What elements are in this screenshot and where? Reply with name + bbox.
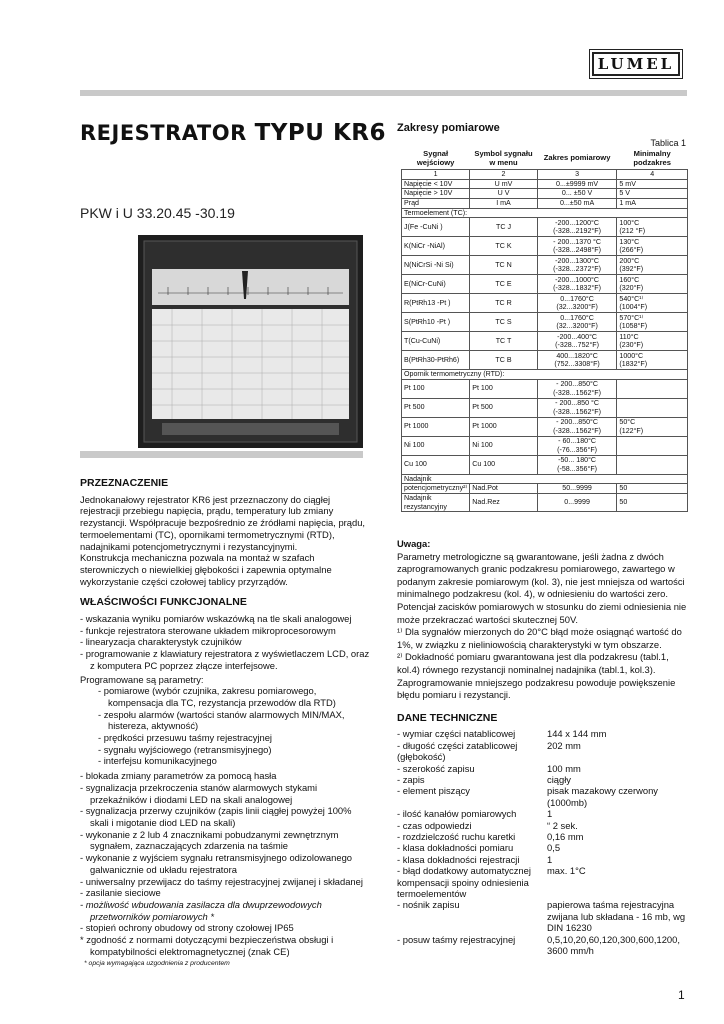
pkw-code: PKW i U 33.20.45 -30.19 <box>80 205 235 221</box>
col-header-signal: Sygnał wejściowy <box>416 149 455 167</box>
table-cell: TC N <box>470 256 538 275</box>
cell-line: 130°C <box>619 237 640 246</box>
cell-line: (212 °F) <box>619 227 646 236</box>
feature-item: * zgodność z normami dotyczącymi bezpieczeństwa obsługi i kompatybilności elektromagnetycznej (znak CE) <box>80 934 334 957</box>
tech-data-row <box>397 842 689 853</box>
tech-data-row <box>397 934 689 957</box>
feature-item: - sygnalizacja przekroczenia stanów alarmowych stykami przekaźników i diodami LED na skali analogowej <box>80 781 318 805</box>
rtd-rows <box>402 379 688 474</box>
table-cell: max. 1°C <box>547 865 586 877</box>
col-header-range: Zakres pomiarowy <box>543 153 611 163</box>
cell-line: 540°C¹⁾ <box>619 294 644 303</box>
table-cell: 100 mm <box>547 762 581 774</box>
param-item: - zespołu alarmów (wartości stanów alarmowych MIN/MAX, histereza, aktywność) <box>98 708 345 732</box>
col-header-min: Minimalny podzakres <box>633 149 671 167</box>
col-number: 2 <box>470 170 538 180</box>
note-paragraph: ²⁾ Dokładność pomiaru gwarantowana jest dla podzakresu (tabl.1, kol.4) równego rezystancji nominalnej nadajnika (tabl.1, kol.3). <box>397 651 669 675</box>
recorder-illustration <box>138 235 363 448</box>
tech-data-row <box>397 785 689 808</box>
heading-zakresy: Zakresy pomiarowe <box>397 122 500 134</box>
feature-item: - wykonanie z wyjściem sygnału retransmisyjnego odizolowanego galwanicznie od układu rejestratora <box>80 852 353 875</box>
table-cell: 50 <box>617 484 688 494</box>
table-cell: 5 mV <box>617 179 688 189</box>
note-paragraph: Parametry metrologiczne są gwarantowane, jeśli żadna z dwóch zaprogramowanych granic podzakresu pomiarowego, zawartego w podanym zakresie pomiarowym (kol. 3), nie jest mniejsza od wartości minimalnego podzakresu (kol. 4), w odniesieniu do wartości zero. <box>397 550 685 600</box>
table-cell <box>537 351 617 370</box>
cell-line: (-328...1562°F) <box>553 388 601 397</box>
table-cell: Napięcie > 10V <box>402 189 470 199</box>
table-cell: 50...9999 <box>537 484 617 494</box>
table-cell <box>617 455 688 474</box>
nad-section-header: Nadajnik <box>402 474 688 484</box>
table-cell: - rozdzielczość ruchu karetki <box>397 830 516 842</box>
cell-line: (32...3200°F) <box>556 322 598 331</box>
table-cell: 0...±50 mA <box>537 198 617 208</box>
uwaga-label: Uwaga: <box>397 538 431 549</box>
table-cell: N(NiCrSi -Ni Si) <box>402 256 470 275</box>
table-row <box>402 218 688 237</box>
cell-line: - 200...850°C <box>556 418 599 427</box>
table-row <box>402 275 688 294</box>
table-row <box>402 417 688 436</box>
tech-data-table <box>397 728 689 956</box>
cell-line: 110°C <box>619 332 639 341</box>
feature-item: - wskazania wyniku pomiarów wskazówką na tle skali analogowej <box>80 613 352 625</box>
cell-line: 0...1760°C <box>560 294 594 303</box>
table-cell <box>617 398 688 417</box>
cell-line: 570°C¹⁾ <box>619 313 644 322</box>
table-cell: 0,5 <box>547 842 561 854</box>
tech-data-row <box>397 740 689 763</box>
table-cell: Cu 100 <box>402 455 470 474</box>
ranges-table-wrap <box>401 148 688 512</box>
tech-data-row <box>397 899 689 933</box>
table-cell <box>617 351 688 370</box>
table-cell <box>537 294 617 313</box>
feature-item: - blokada zmiany parametrów za pomocą hasła <box>80 770 277 782</box>
table-cell: I mA <box>470 198 538 208</box>
table-cell <box>537 256 617 275</box>
table-cell: Pt 100 <box>470 379 538 398</box>
table-cell: “ 2 sek. <box>547 819 578 831</box>
table-cell: R(PtRh13 -Pt ) <box>402 294 470 313</box>
table-cell: TC R <box>470 294 538 313</box>
table-cell: 202 mm <box>547 739 581 751</box>
tech-data-row <box>397 820 689 831</box>
table-cell: - klasa dokładności pomiaru <box>397 842 514 854</box>
table-cell: TC T <box>470 332 538 351</box>
table-cell: B(PtRh30-PtRh6) <box>402 351 470 370</box>
table-row <box>402 493 688 511</box>
logo-text: LUMEL <box>592 52 680 76</box>
cell-line: (-328...752°F) <box>555 341 599 350</box>
heading-przeznaczenie: PRZEZNACZENIE <box>80 477 169 489</box>
cell-line: 200°C <box>619 256 640 265</box>
col-number: 1 <box>402 170 470 180</box>
zakresy-heading-wrap <box>397 122 689 138</box>
table-cell: potencjometryczny²⁾ <box>402 484 470 494</box>
table-cell: 1 <box>547 853 553 865</box>
tech-data-row <box>397 808 689 819</box>
cell-line: (-328...1562°F) <box>553 426 601 435</box>
table-row <box>402 455 688 474</box>
cell-line: - 200...1370 °C <box>553 237 601 246</box>
cell-line: (122°F) <box>619 426 644 435</box>
table-cell: T(Cu-CuNi) <box>402 332 470 351</box>
table-cell: Napięcie < 10V <box>402 179 470 189</box>
table-cell: Pt 1000 <box>402 417 470 436</box>
cell-line: (752...3308°F) <box>554 360 600 369</box>
cell-line: - 200...850°C <box>556 380 599 389</box>
note-paragraph: Zaprogramowanie mniejszego podzakresu powoduje powiększenie błędu pomiaru i rezystancji. <box>397 676 676 701</box>
title-part2: TYPU KR6 <box>254 120 386 146</box>
photo-divider-bar <box>80 451 363 458</box>
table-row <box>402 484 688 494</box>
table-cell: J(Fe -CuNi ) <box>402 218 470 237</box>
cell-line: -50... 180°C <box>558 456 597 465</box>
table-cell: S(PtRh10 -Pt ) <box>402 313 470 332</box>
table-cell: Prąd <box>402 198 470 208</box>
cell-line: (1832°F) <box>619 360 648 369</box>
cell-line: (320°F) <box>619 284 644 293</box>
left-column <box>80 478 370 970</box>
programmed-params-label: Programowane są parametry: <box>80 673 204 685</box>
feature-item: - funkcje rejestratora sterowane układem mikroprocesorowym <box>80 624 336 636</box>
table-cell: - błąd dodatkowy automatycznej kompensacji spoiny odniesienia termoelementów <box>397 865 531 899</box>
cell-line: 100°C <box>619 218 640 227</box>
table-cell: TC E <box>470 275 538 294</box>
note-paragraph: Potencjał zacisków pomiarowych w stosunku do ziemi odniesienia nie może przekraczać wartości skutecznej 50V. <box>397 600 687 625</box>
param-item: - prędkości przesuwu taśmy rejestracyjnej <box>98 732 273 744</box>
ranges-table <box>401 148 688 512</box>
tech-data-row <box>397 831 689 842</box>
tech-data-row <box>397 865 689 899</box>
cell-line: (32...3200°F) <box>556 303 598 312</box>
table-cell <box>537 332 617 351</box>
param-item: - interfejsu komunikacyjnego <box>98 755 217 767</box>
page-title <box>80 120 386 146</box>
cell-line: -200...1300°C <box>555 256 599 265</box>
table-row <box>402 379 688 398</box>
table-cell <box>617 379 688 398</box>
cell-line: (230°F) <box>619 341 644 350</box>
table-cell <box>537 275 617 294</box>
table-cell: - posuw taśmy rejestracyjnej <box>397 933 516 945</box>
table-cell: Ni 100 <box>402 436 470 455</box>
table-cell <box>537 313 617 332</box>
table-cell: TC B <box>470 351 538 370</box>
table-cell <box>537 455 617 474</box>
table-cell <box>537 379 617 398</box>
cell-line: - 200...850 °C <box>555 399 599 408</box>
table-cell: - czas odpowiedzi <box>397 819 472 831</box>
table-cell <box>617 313 688 332</box>
feature-item: - uniwersalny przewijacz do taśmy rejestracyjnej zwijanej i składanej <box>80 875 363 887</box>
lumel-logo <box>589 49 683 79</box>
table-cell <box>617 218 688 237</box>
cell-line: 0...1760°C <box>560 313 594 322</box>
cell-line: (-328...1562°F) <box>553 407 601 416</box>
table-cell: 144 x 144 mm <box>547 728 607 740</box>
table-cell: U V <box>470 189 538 199</box>
rtd-section-header: Opornik termometryczny (RTD): <box>402 370 688 380</box>
table-cell: 0,16 mm <box>547 830 584 842</box>
cell-line: -200...1000°C <box>555 275 599 284</box>
cell-line: (-328...2372°F) <box>553 265 601 274</box>
table-cell <box>537 417 617 436</box>
table-cell: Pt 500 <box>470 398 538 417</box>
table-cell: 0...9999 <box>537 493 617 511</box>
table-row <box>402 256 688 275</box>
cell-line: -200...1200°C <box>555 218 599 227</box>
table-cell: - szerokość zapisu <box>397 762 475 774</box>
purpose-paragraph: Jednokanałowy rejestrator KR6 jest przeznaczony do ciągłej rejestracji przebiegu napięcia, prądu, temperatury lub zmiany rezystancji. Współpracuje bezpośrednio ze źródłami napięcia, prądu, termoelementami (TC), opornikami termometrycznymi (RTD), nadajnikami potencjometrycznymi i rezystancyjnymi. <box>80 493 366 552</box>
param-item: - pomiarowe (wybór czujnika, zakresu pomiarowego, kompensacja dla TC, rezystancja przewodów dla RTD) <box>98 685 336 708</box>
table-cell <box>617 256 688 275</box>
table-row <box>402 179 688 189</box>
table-row <box>402 351 688 370</box>
param-item: - sygnału wyjściowego (retransmisyjnego) <box>98 743 272 755</box>
feature-item: - wykonanie z 2 lub 4 znacznikami pobudzanymi zewnętrznym sygnałem, zaznaczających zdarzenia na taśmie <box>80 828 339 852</box>
feature-item: - linearyzacja charakterystyk czujników <box>80 636 242 648</box>
table-cell: - element piszący <box>397 785 470 797</box>
table-cell <box>537 398 617 417</box>
table-cell: 50 <box>617 493 688 511</box>
col-number: 4 <box>617 170 688 180</box>
tc-section-header: Termoelement (TC): <box>402 208 688 218</box>
table-cell <box>537 436 617 455</box>
table-row <box>402 189 688 199</box>
table-cell: E(NiCr-CuNi) <box>402 275 470 294</box>
table-cell: - zapis <box>397 773 425 785</box>
table-cell: - ilość kanałów pomiarowych <box>397 808 517 820</box>
tablica-label: Tablica 1 <box>650 138 686 148</box>
table-cell: 1 <box>547 808 553 820</box>
cell-line: (-58...356°F) <box>557 464 598 473</box>
table-row <box>402 398 688 417</box>
table-cell <box>537 237 617 256</box>
table-cell: U mV <box>470 179 538 189</box>
table-row <box>402 332 688 351</box>
table-cell: Nad.Rez <box>470 493 538 511</box>
table-cell: - wymiar części natablicowej <box>397 728 516 740</box>
cell-line: 400...1820°C <box>556 351 598 360</box>
table-cell <box>537 218 617 237</box>
top-divider-bar <box>80 90 687 96</box>
table-cell: Ni 100 <box>470 436 538 455</box>
table-cell: Nad.Pot <box>470 484 538 494</box>
cell-line: (1004°F) <box>619 303 648 312</box>
table-cell: - długość części zatablicowej (głębokość) <box>397 739 518 763</box>
table-cell: Pt 100 <box>402 379 470 398</box>
table-cell: - klasa dokładności rejestracji <box>397 853 520 865</box>
table-cell: papierowa taśma rejestracyjna zwijana lub składana - 16 mb, wg DIN 16230 <box>547 899 686 934</box>
optional-item: - możliwość wbudowania zasilacza dla dwuprzewodowych przetworników pomiarowych * <box>80 898 322 922</box>
title-part1: REJESTRATOR <box>80 121 255 145</box>
table-cell: - nośnik zapisu <box>397 899 460 911</box>
tech-data-row <box>397 774 689 785</box>
feature-item: - stopień ochrony obudowy od strony czołowej IP65 <box>80 922 294 934</box>
cell-line: (-328...2498°F) <box>553 246 601 255</box>
tech-data-row <box>397 728 689 739</box>
table-row <box>402 237 688 256</box>
table-cell: 1 mA <box>617 198 688 208</box>
table-cell <box>617 417 688 436</box>
cell-line: (392°F) <box>619 265 644 274</box>
cell-line: 50°C <box>619 418 636 427</box>
footnote: * opcja wymagająca uzgodnienia z producentem <box>84 960 230 968</box>
recorder-photo <box>138 235 363 448</box>
table-cell <box>617 436 688 455</box>
table-cell: pisak mazakowy czerwony (1000mb) <box>547 785 658 808</box>
cell-line: 1000°C <box>619 351 644 360</box>
table-cell: Pt 500 <box>402 398 470 417</box>
cell-line: (-328...2192°F) <box>553 227 601 236</box>
cell-line: (1058°F) <box>619 322 648 331</box>
feature-item: - programowanie z klawiatury rejestratora z wyświetlaczem LCD, oraz z komputera PC poprzez złącze interfejsowe. <box>80 648 370 671</box>
cell-line: (-76...356°F) <box>557 445 598 454</box>
cell-line: -200...400°C <box>557 332 598 341</box>
cell-line: 160°C <box>619 275 640 284</box>
table-cell: Cu 100 <box>470 455 538 474</box>
page-number: 1 <box>678 988 685 1002</box>
table-cell <box>617 294 688 313</box>
table-row <box>402 436 688 455</box>
table-cell: 0... ±50 V <box>537 189 617 199</box>
table-cell: 0...±9999 mV <box>537 179 617 189</box>
heading-wlasciwosci: WŁAŚCIWOŚCI FUNKCJONALNE <box>80 596 247 609</box>
col-number: 3 <box>537 170 617 180</box>
table-row <box>402 294 688 313</box>
table-cell <box>617 332 688 351</box>
cell-line: (-328...1832°F) <box>553 284 601 293</box>
feature-item: - sygnalizacja przerwy czujników (zapis linii ciągłej powyżej 100% skali i migotanie diod LED na skali) <box>80 805 352 828</box>
table-cell: K(NiCr -NiAl) <box>402 237 470 256</box>
tc-rows <box>402 218 688 370</box>
tech-data-row <box>397 854 689 865</box>
table-cell: Nadajnik rezystancyjny <box>402 493 470 511</box>
table-cell: Pt 1000 <box>470 417 538 436</box>
table-row <box>402 198 688 208</box>
tech-data-row <box>397 763 689 774</box>
cell-line: - 60...180°C <box>558 437 597 446</box>
table-cell: ciągły <box>547 773 571 785</box>
table-cell: TC S <box>470 313 538 332</box>
table-cell: TC J <box>470 218 538 237</box>
table-cell: TC K <box>470 237 538 256</box>
heading-dane: DANE TECHNICZNE <box>397 711 498 724</box>
notes-section <box>397 538 689 956</box>
table-cell <box>617 275 688 294</box>
cell-line: (266°F) <box>619 246 644 255</box>
col-header-symbol: Symbol sygnału w menu <box>474 149 533 167</box>
tech-data-rows <box>397 728 689 956</box>
feature-item: - zasilanie sieciowe <box>80 887 161 899</box>
table-cell <box>617 237 688 256</box>
construction-paragraph: Konstrukcja mechaniczna pozwala na montaż w szafach sterowniczych o niewielkiej głębokości i zapewnia optymalne wykorzystanie części czołowej tablicy przyrządów. <box>80 552 332 587</box>
table-cell: 0,5,10,20,60,120,300,600,1200, 3600 mm/h <box>547 933 680 957</box>
note-paragraph: ¹⁾ Dla sygnałów mierzonych do 20°C błąd może osiągnąć wartość do 1%, w związku z nieliniowością charakterystyki w tym obszarze. <box>397 626 682 650</box>
table-row <box>402 313 688 332</box>
table-cell: 5 V <box>617 189 688 199</box>
